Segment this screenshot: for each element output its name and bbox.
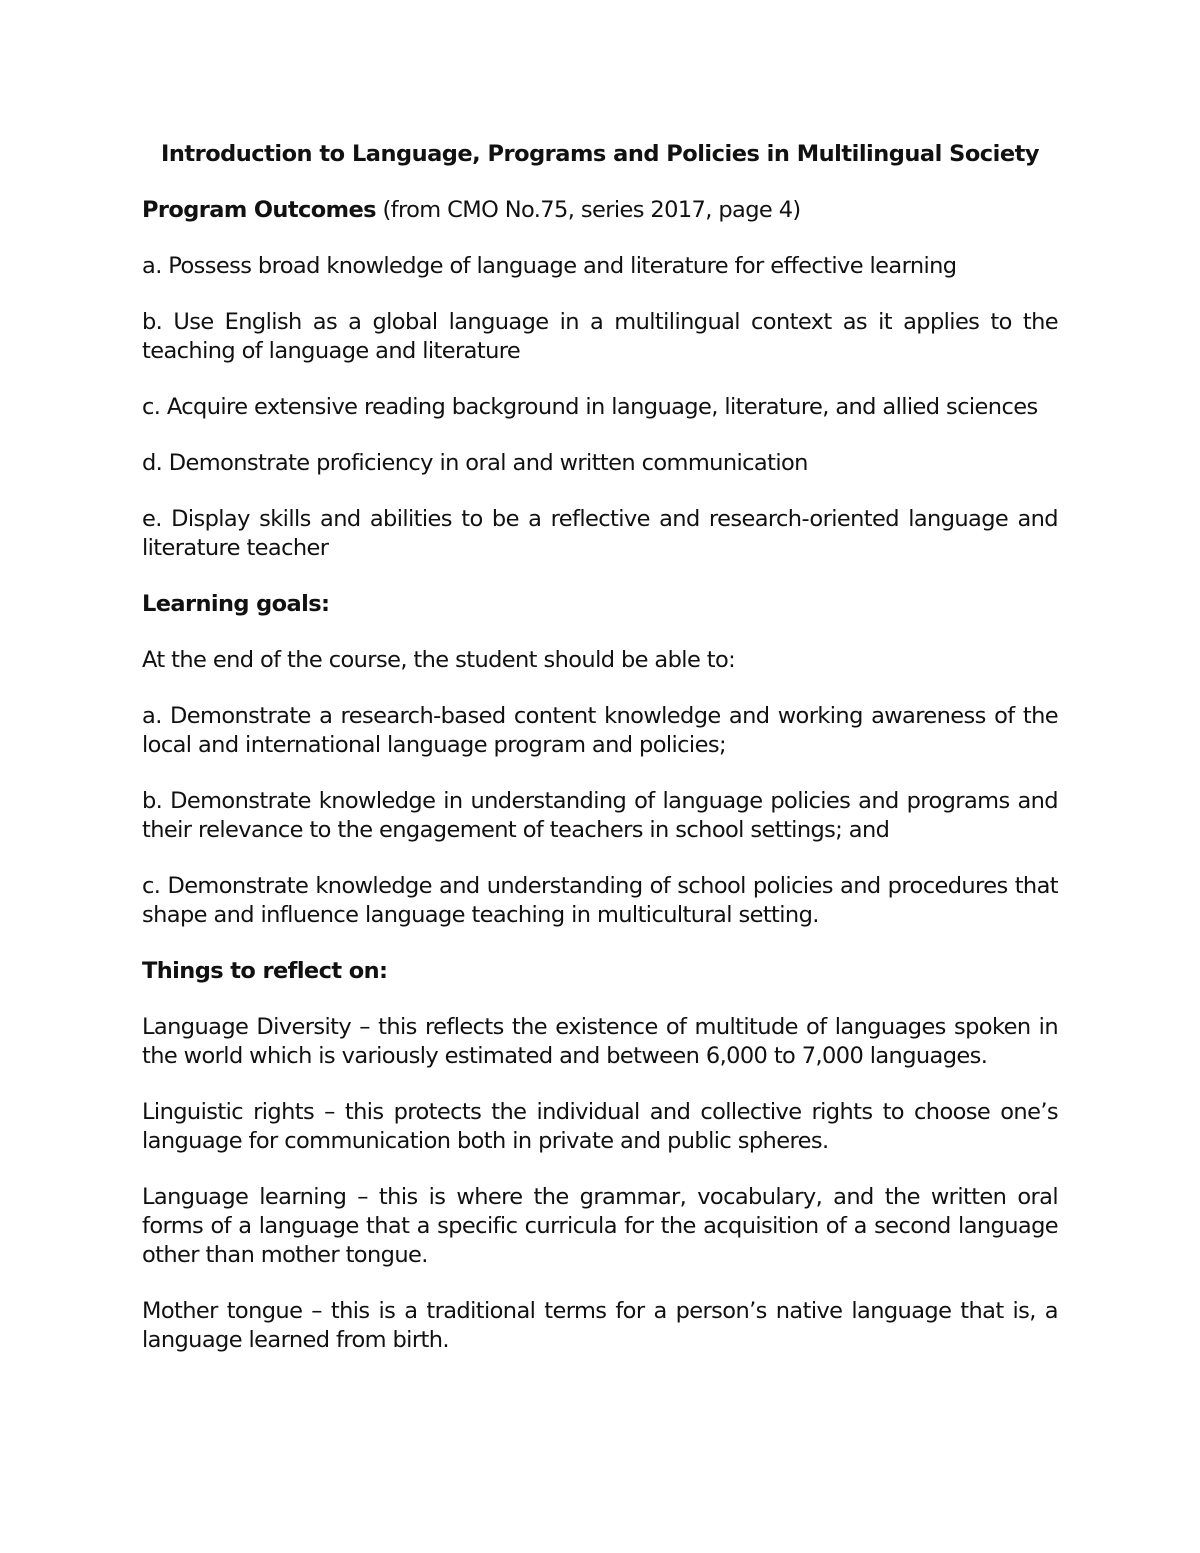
document-page [142, 140, 1058, 1382]
reflect-item: Language Diversity – this reflects the existence of multitude of languages spoken in the world which is variously estimated and between 6,000 to 7,000 languages. [142, 1014, 1058, 1069]
learning-goal-item: b. Demonstrate knowledge in understanding of language policies and programs and their relevance to the engagement of teachers in school settings; and [142, 788, 1058, 843]
program-outcomes-source: (from CMO No.75, series 2017, page 4) [375, 197, 801, 223]
learning-goals-intro: At the end of the course, the student should be able to: [142, 647, 736, 673]
document-title: Introduction to Language, Programs and Policies in Multilingual Society [160, 141, 1040, 167]
reflect-heading: Things to reflect on: [142, 958, 388, 984]
reflect-item: Mother tongue – this is a traditional terms for a person’s native language that is, a language learned from birth. [142, 1298, 1058, 1353]
learning-goal-item: a. Demonstrate a research-based content knowledge and working awareness of the local and international language program and policies; [142, 703, 1058, 758]
program-outcome-item: e. Display skills and abilities to be a reflective and research-oriented language and literature teacher [142, 506, 1058, 561]
learning-goal-item: c. Demonstrate knowledge and understanding of school policies and procedures that shape and influence language teaching in multicultural setting. [142, 873, 1058, 928]
program-outcome-item: d. Demonstrate proficiency in oral and written communication [142, 450, 808, 476]
program-outcome-item: a. Possess broad knowledge of language and literature for effective learning [142, 253, 957, 279]
reflect-item: Linguistic rights – this protects the individual and collective rights to choose one’s language for communication both in private and public spheres. [142, 1099, 1058, 1154]
program-outcome-item: c. Acquire extensive reading background in language, literature, and allied sciences [142, 394, 1038, 420]
program-outcome-item: b. Use English as a global language in a multilingual context as it applies to the teaching of language and literature [142, 309, 1058, 364]
learning-goals-heading: Learning goals: [142, 591, 330, 617]
program-outcomes-heading [142, 196, 1058, 225]
reflect-item: Language learning – this is where the grammar, vocabulary, and the written oral forms of a language that a specific curricula for the acquisition of a second language other than mother tongue. [142, 1184, 1058, 1268]
program-outcomes-label: Program Outcomes [142, 197, 376, 223]
